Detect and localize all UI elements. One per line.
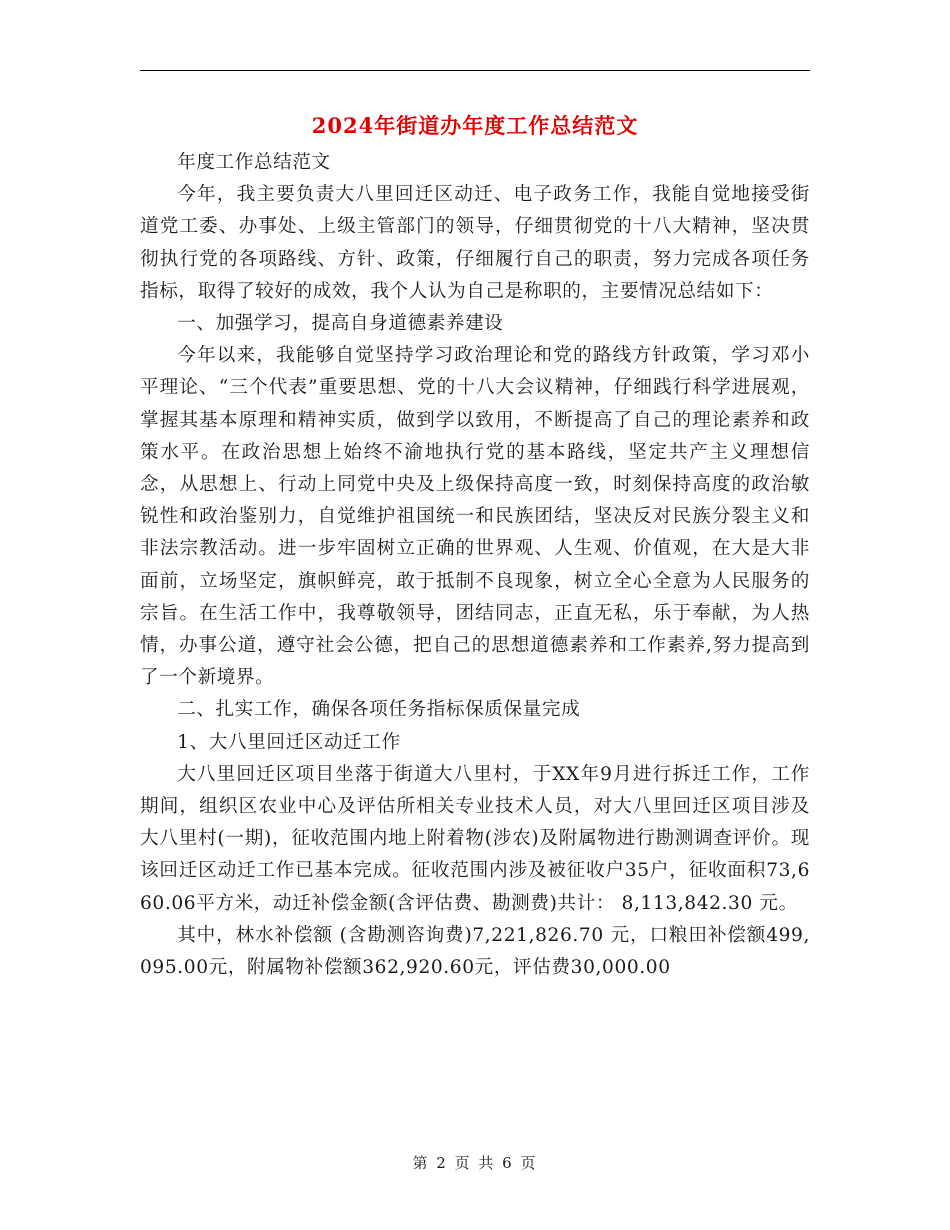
paragraph-intro: 今年，我主要负责大八里回迁区动迁、电子政务工作，我能自觉地接受街道党工委、办事处、上级主管部门的领导，仔细贯彻党的十八大精神，坚决贯彻执行党的各项路线、方针、政策，仔细履行自己的职责，努力完成各项任务指标，取得了较好的成效，我个人认为自己是称职的，主要情况总结如下： xyxy=(140,184,810,302)
document-title: 2024年街道办年度工作总结范文 xyxy=(311,113,639,138)
page-number: 第 2 页 共 6 页 xyxy=(412,1154,538,1172)
paragraph-study: 今年以来，我能够自觉坚持学习政治理论和党的路线方针政策，学习邓小平理论、“三个代表”重要思想、党的十八大会议精神，仔细践行科学进展观，掌握其基本原理和精神实质，做到学以致用，不断提高了自己的理论素养和政策水平。在政治思想上始终不渝地执行党的基本路线，坚定共产主义理想信念，从思想上、行动上同党中央及上级保持高度一致，时刻保持高度的政治敏锐性和政治鉴别力，自觉维护祖国统一和民族团结，坚决反对民族分裂主义和非法宗教活动。进一步牢固树立正确的世界观、人生观、价值观，在大是大非面前，立场坚定，旗帜鲜亮，敢于抵制不良现象，树立全心全意为人民服务的宗旨。在生活工作中，我尊敬领导，团结同志，正直无私，乐于奉献，为人热情，办事公道，遵守社会公德，把自己的思想道德素养和工作素养,努力提高到了一个新境界。 xyxy=(140,345,810,689)
subsection-heading-1: 1、大八里回迁区动迁工作 xyxy=(177,731,401,753)
section-heading-2: 二、扎实工作，确保各项任务指标保质保量完成 xyxy=(177,699,581,721)
paragraph-relocation: 大八里回迁区项目坐落于街道大八里村，于XX年9月进行拆迁工作，工作期间，组织区农业中心及评估所相关专业技术人员，对大八里回迁区项目涉及大八里村(一期)，征收范围内地上附着物(涉农)及附属物进行勘测调查评价。现该回迁区动迁工作已基本完成。征收范围内涉及被征收户35户，征收面积73,660.06平方米，动迁补偿金额(含评估费、勘测费)共计： 8,113,842.30 元。 xyxy=(140,763,810,914)
paragraph-subtitle: 年度工作总结范文 xyxy=(177,152,331,173)
document-body xyxy=(140,147,810,984)
section-heading-1: 一、加强学习，提高自身道德素养建设 xyxy=(177,313,504,335)
paragraph-compensation: 其中，林水补偿额 (含勘测咨询费)7,221,826.70 元，口粮田补偿额499,095.00元，附属物补偿额362,920.60元，评估费30,000.00 xyxy=(140,924,810,979)
header-rule xyxy=(140,70,810,71)
